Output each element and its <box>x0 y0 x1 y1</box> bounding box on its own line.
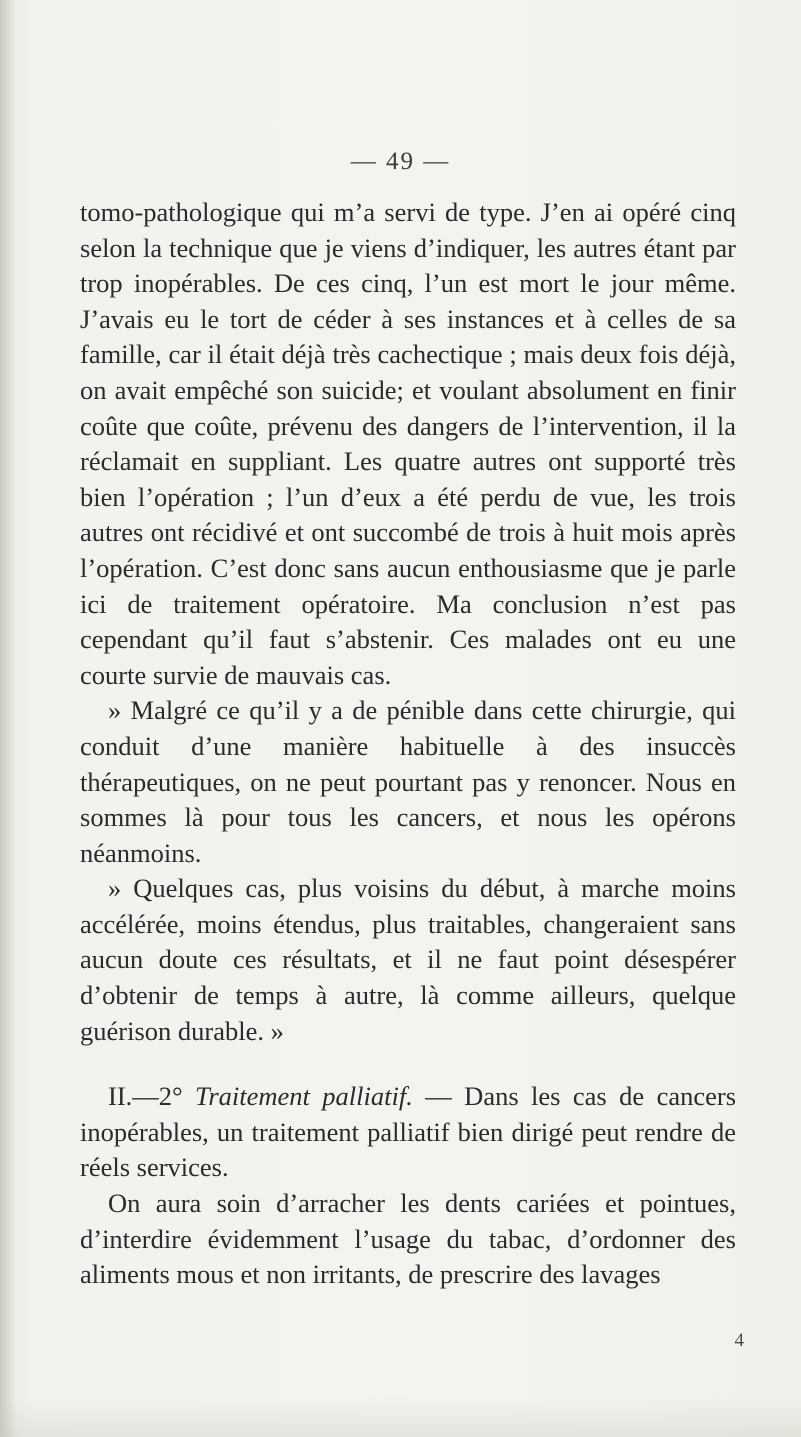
paragraph-2: » Malgré ce qu’il y a de pénible dans cette chirurgie, qui conduit d’une manière habituelle à des insuccès thérapeutiques, on ne peut pourtant pas y renoncer. Nous en sommes là pour tous les cancers, et nous les opérons néanmoins. <box>80 695 736 868</box>
page-number: — 49 — <box>350 148 451 175</box>
body-text <box>80 195 736 1293</box>
signature-mark: 4 <box>734 1330 744 1351</box>
paragraph-3: » Quelques cas, plus voisins du début, à marche moins accélérée, moins étendus, plus traitables, changeraient sans aucun doute ces résultats, et il ne faut point désespérer d’obtenir de temps à autre, là comme ailleurs, quelque guérison durable. » <box>80 873 736 1046</box>
paragraph-1: tomo-pathologique qui m’a servi de type. J’en ai opéré cinq selon la technique que je viens d’indiquer, les autres étant par trop inopérables. De ces cinq, l’un est mort le jour même. J’avais eu le tort de céder à ses instances et à celles de sa famille, car il était déjà très cachectique ; mais deux fois déjà, on avait empêché son suicide; et voulant absolument en finir coûte que coûte, prévenu des dangers de l’intervention, il la réclamait en suppliant. Les quatre autres ont supporté très bien l’opération ; l’un d’eux a été perdu de vue, les trois autres ont récidivé et ont succombé de trois à huit mois après l’opération. C’est donc sans aucun enthousiasme que je parle ici de traitement opératoire. Ma conclusion n’est pas cependant qu’il faut s’abstenir. Ces malades ont eu une courte survie de mauvais cas. <box>80 197 736 690</box>
section-rest: — Dans les cas de cancers inopérables, un traitement palliatif bien dirigé peut rendre de réels services. <box>80 1081 737 1183</box>
paragraph-final: On aura soin d’arracher les dents cariées et pointues, d’interdire évidemment l’usage du tabac, d’ordonner des aliments mous et non irritants, de prescrire des lavages <box>80 1188 736 1290</box>
section-title: Traitement palliatif. <box>195 1081 413 1112</box>
section-heading-paragraph <box>80 1079 736 1186</box>
section-prefix: II.—2° <box>108 1081 196 1112</box>
spine-shadow <box>0 0 16 1437</box>
bottom-edge-shadow <box>0 1397 801 1437</box>
